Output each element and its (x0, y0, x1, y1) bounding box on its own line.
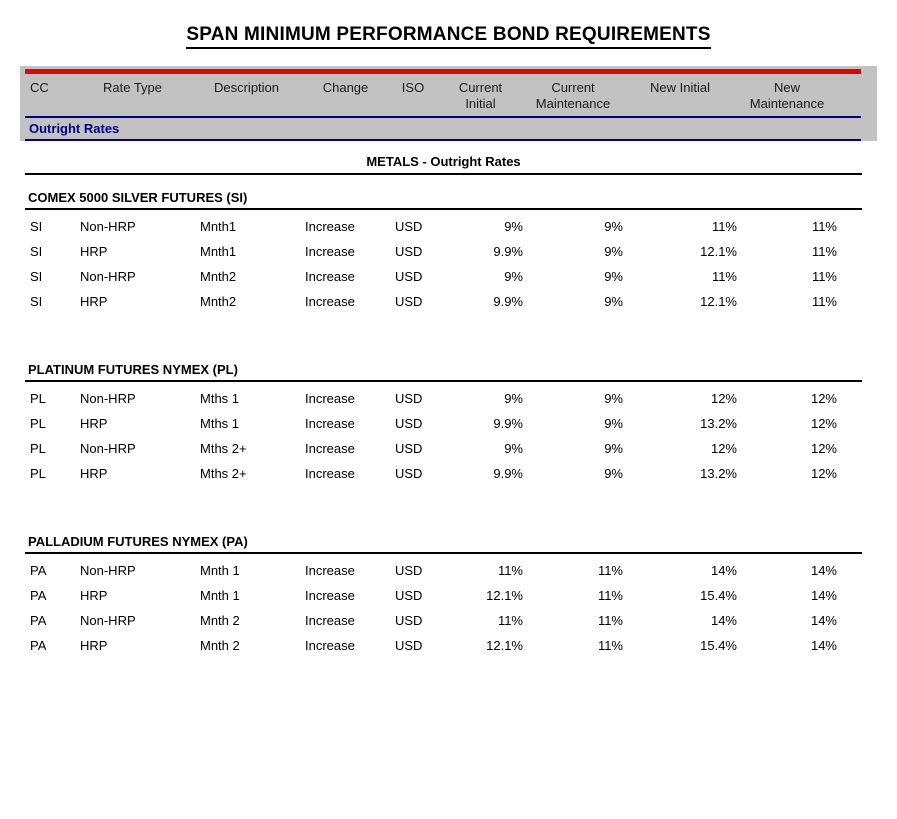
table-row (25, 411, 862, 436)
table-cell-description: Mnth 2 (200, 613, 240, 628)
table-cell-rate-type: HRP (80, 244, 108, 259)
table-cell-iso: USD (395, 613, 423, 628)
table-cell-description: Mnth2 (200, 294, 237, 309)
table-cell-current-maintenance: 11% (597, 563, 623, 578)
table-cell-cc: PL (30, 416, 46, 431)
section-title: COMEX 5000 SILVER FUTURES (SI) (28, 190, 248, 205)
group-title: METALS - Outright Rates (366, 154, 521, 169)
table-cell-current-maintenance: 9% (604, 466, 623, 481)
table-cell-rate-type: Non-HRP (80, 441, 136, 456)
table-cell-cc: SI (30, 294, 43, 309)
table-cell-description: Mnth 1 (200, 588, 240, 603)
table-cell-iso: USD (395, 466, 423, 481)
section-title: PALLADIUM FUTURES NYMEX (PA) (28, 534, 248, 549)
table-cell-current-initial: 9.9% (493, 294, 523, 309)
table-cell-new-maintenance: 14% (810, 613, 837, 628)
table-cell-current-initial: 9.9% (493, 244, 523, 259)
table-row (25, 239, 862, 264)
table-cell-description: Mths 1 (200, 416, 240, 431)
table-row (25, 583, 862, 608)
table-cell-cc: PA (30, 638, 47, 653)
column-header-label: New Initial (650, 80, 710, 95)
table-cell-new-initial: 13.2% (700, 466, 737, 481)
table-cell-rate-type: Non-HRP (80, 269, 136, 284)
column-header-cc (25, 80, 75, 116)
table-cell-rate-type: Non-HRP (80, 563, 136, 578)
table-cell-cc: PL (30, 391, 46, 406)
column-header-label: ISO (401, 80, 425, 95)
column-header-description (190, 80, 303, 116)
table-cell-current-maintenance: 9% (604, 391, 623, 406)
table-cell-new-initial: 14% (710, 613, 737, 628)
table-cell-current-maintenance: 11% (597, 613, 623, 628)
table-cell-new-initial: 12% (710, 391, 737, 406)
table-cell-change: Increase (305, 466, 355, 481)
table-cell-new-maintenance: 11% (811, 219, 837, 234)
table-cell-iso: USD (395, 588, 423, 603)
table-cell-change: Increase (305, 391, 355, 406)
commodity-section (25, 190, 862, 314)
table-cell-new-initial: 11% (711, 219, 737, 234)
column-header-new-maintenance (737, 80, 860, 116)
table-row (25, 461, 862, 486)
table-cell-rate-type: HRP (80, 294, 108, 309)
title-wrap (0, 0, 897, 49)
table-cell-current-initial: 9% (504, 219, 523, 234)
table-cell-current-initial: 9% (504, 441, 523, 456)
table-cell-current-initial: 9% (504, 269, 523, 284)
table-cell-current-initial: 12.1% (486, 588, 523, 603)
table-cell-change: Increase (305, 613, 355, 628)
navy-divider-bottom (25, 139, 861, 141)
table-cell-iso: USD (395, 294, 423, 309)
table-cell-description: Mnth2 (200, 269, 237, 284)
table-cell-new-initial: 15.4% (700, 638, 737, 653)
table-cell-change: Increase (305, 563, 355, 578)
table-cell-current-initial: 11% (497, 613, 523, 628)
table-cell-new-maintenance: 14% (810, 563, 837, 578)
column-header-label: Initial (465, 96, 496, 111)
table-cell-iso: USD (395, 269, 423, 284)
column-header-label: New (773, 80, 800, 95)
table-cell-rate-type: HRP (80, 638, 108, 653)
table-cell-current-maintenance: 9% (604, 269, 623, 284)
table-cell-current-initial: 12.1% (486, 638, 523, 653)
table-cell-rate-type: HRP (80, 588, 108, 603)
table-cell-cc: SI (30, 219, 43, 234)
table-cell-iso: USD (395, 563, 423, 578)
table-cell-cc: SI (30, 244, 43, 259)
commodity-section (25, 534, 862, 658)
table-cell-cc: PA (30, 563, 47, 578)
table-cell-iso: USD (395, 244, 423, 259)
table-cell-current-maintenance: 9% (604, 416, 623, 431)
table-cell-new-maintenance: 14% (810, 588, 837, 603)
table-cell-new-initial: 12.1% (700, 244, 737, 259)
table-row (25, 608, 862, 633)
section-rows (25, 382, 862, 486)
commodity-section (25, 362, 862, 486)
table-cell-cc: PL (30, 466, 46, 481)
table-cell-current-maintenance: 9% (604, 244, 623, 259)
band-section-label: Outright Rates (29, 121, 120, 136)
table-body (25, 154, 862, 658)
column-header-label: CC (30, 80, 49, 95)
table-cell-rate-type: Non-HRP (80, 219, 136, 234)
table-cell-new-initial: 14% (710, 563, 737, 578)
table-cell-iso: USD (395, 638, 423, 653)
table-cell-current-initial: 9% (504, 391, 523, 406)
table-cell-change: Increase (305, 294, 355, 309)
table-cell-change: Increase (305, 244, 355, 259)
table-cell-change: Increase (305, 416, 355, 431)
column-header-change (303, 80, 388, 116)
column-header-current-maintenance (523, 80, 623, 116)
table-cell-cc: PA (30, 588, 47, 603)
table-cell-new-maintenance: 12% (810, 391, 837, 406)
table-row (25, 264, 862, 289)
table-row (25, 633, 862, 658)
table-cell-new-initial: 13.2% (700, 416, 737, 431)
table-cell-new-maintenance: 14% (810, 638, 837, 653)
section-rows (25, 210, 862, 314)
table-cell-description: Mths 2+ (200, 441, 247, 456)
page-title: SPAN MINIMUM PERFORMANCE BOND REQUIREMENTS (186, 24, 710, 49)
column-header-label: Maintenance (535, 96, 611, 111)
table-row (25, 436, 862, 461)
table-cell-cc: SI (30, 269, 43, 284)
column-header-label: Description (213, 80, 280, 95)
table-row (25, 386, 862, 411)
table-cell-iso: USD (395, 441, 423, 456)
column-header-label: Rate Type (102, 80, 163, 95)
table-cell-iso: USD (395, 416, 423, 431)
table-cell-current-initial: 9.9% (493, 416, 523, 431)
table-cell-current-maintenance: 11% (597, 638, 623, 653)
table-row (25, 289, 862, 314)
table-cell-new-initial: 12.1% (700, 294, 737, 309)
table-cell-new-maintenance: 11% (811, 244, 837, 259)
table-cell-change: Increase (305, 219, 355, 234)
column-header-row (25, 74, 861, 116)
table-cell-description: Mnth1 (200, 219, 237, 234)
table-cell-description: Mths 2+ (200, 466, 247, 481)
table-cell-change: Increase (305, 441, 355, 456)
table-cell-rate-type: HRP (80, 416, 108, 431)
column-header-new-initial (623, 80, 737, 116)
table-cell-new-maintenance: 11% (811, 269, 837, 284)
table-cell-change: Increase (305, 638, 355, 653)
table-row (25, 558, 862, 583)
table-cell-rate-type: Non-HRP (80, 613, 136, 628)
table-cell-description: Mnth 1 (200, 563, 240, 578)
table-cell-rate-type: Non-HRP (80, 391, 136, 406)
table-cell-current-initial: 9.9% (493, 466, 523, 481)
table-cell-iso: USD (395, 391, 423, 406)
table-cell-current-maintenance: 9% (604, 294, 623, 309)
table-cell-description: Mnth1 (200, 244, 237, 259)
table-cell-new-maintenance: 12% (810, 441, 837, 456)
table-cell-change: Increase (305, 269, 355, 284)
table-cell-new-initial: 15.4% (700, 588, 737, 603)
table-cell-current-maintenance: 9% (604, 441, 623, 456)
table-cell-cc: PA (30, 613, 47, 628)
column-header-label: Change (322, 80, 369, 95)
table-cell-new-maintenance: 12% (810, 416, 837, 431)
table-cell-description: Mnth 2 (200, 638, 240, 653)
table-cell-new-maintenance: 11% (811, 294, 837, 309)
column-header-iso (388, 80, 438, 116)
table-cell-current-maintenance: 11% (597, 588, 623, 603)
section-rows (25, 554, 862, 658)
table-cell-cc: PL (30, 441, 46, 456)
table-header-band (20, 66, 877, 141)
table-cell-rate-type: HRP (80, 466, 108, 481)
table-cell-current-maintenance: 9% (604, 219, 623, 234)
section-title: PLATINUM FUTURES NYMEX (PL) (28, 362, 238, 377)
table-cell-description: Mths 1 (200, 391, 240, 406)
table-cell-current-initial: 11% (497, 563, 523, 578)
table-cell-change: Increase (305, 588, 355, 603)
column-header-label: Current (458, 80, 503, 95)
table-cell-new-initial: 11% (711, 269, 737, 284)
table-cell-new-maintenance: 12% (810, 466, 837, 481)
table-cell-new-initial: 12% (710, 441, 737, 456)
column-header-current-initial (438, 80, 523, 116)
table-cell-iso: USD (395, 219, 423, 234)
table-row (25, 214, 862, 239)
sections (25, 190, 862, 658)
column-header-label: Current (551, 80, 595, 95)
column-header-rate-type (75, 80, 190, 116)
column-header-label: Maintenance (749, 96, 825, 111)
group-title-rule (25, 173, 862, 175)
